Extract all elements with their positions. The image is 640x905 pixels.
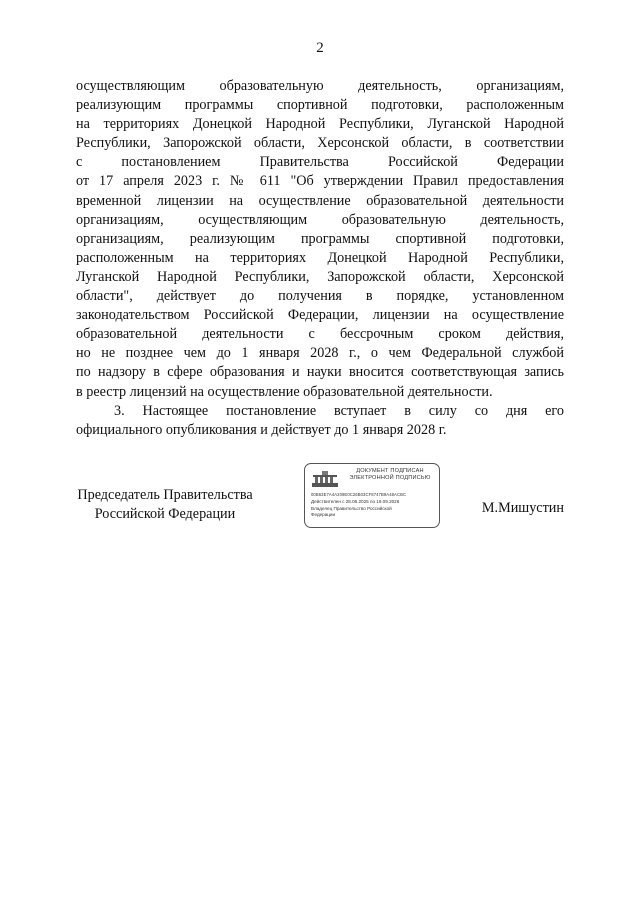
paragraph-3-line: официального опубликования и действует до 1 января 2028 г. bbox=[76, 421, 447, 438]
document-body bbox=[76, 77, 564, 440]
body-line: на территориях Донецкой Народной Республики, Луганской Народной bbox=[76, 116, 564, 133]
body-line: от 17 апреля 2023 г. № 611 "Об утверждении Правил предоставления bbox=[76, 173, 564, 190]
signer-title bbox=[70, 486, 260, 524]
certificate-number: 00B63E7A4A209E0C26B03CF8747B9A48ACBC bbox=[311, 492, 407, 497]
stamp-heading-line: ДОКУМЕНТ ПОДПИСАН bbox=[356, 468, 424, 474]
signer-title-line: Председатель Правительства bbox=[77, 487, 253, 503]
body-line: Луганской Народной Республики, Запорожской области, Херсонской bbox=[76, 268, 564, 285]
certificate-owner-line: Федерации bbox=[311, 512, 336, 517]
body-line: но не позднее чем до 1 января 2028 г., о чем Федеральной службой bbox=[76, 345, 564, 362]
body-line: реализующим программы спортивной подготовки, расположенным bbox=[76, 97, 564, 114]
signer-title-line: Российской Федерации bbox=[94, 506, 236, 522]
body-line: осуществляющим образовательную деятельность, организациям, bbox=[76, 78, 564, 94]
stamp-heading-line: ЭЛЕКТРОННОЙ ПОДПИСЬЮ bbox=[349, 475, 431, 481]
body-line: в реестр лицензий на осуществление образовательной деятельности. bbox=[76, 383, 493, 400]
stamp-heading bbox=[345, 468, 435, 482]
body-line: расположенным на территориях Донецкой Народной Республики, bbox=[76, 249, 564, 266]
signer-name: М.Мишустин bbox=[481, 500, 564, 516]
body-line: по надзору в сфере образования и науки вносится соответствующая запись bbox=[76, 364, 564, 381]
body-line: временной лицензии на осуществление образовательной деятельности bbox=[76, 192, 564, 209]
body-line: с постановлением Правительства Российской Федерации bbox=[76, 154, 564, 171]
body-line: организациям, реализующим программы спортивной подготовки, bbox=[76, 230, 564, 247]
certificate-validity: Действителен с 28.06.2025 по 19.09.2026 bbox=[311, 499, 400, 504]
government-emblem-icon bbox=[311, 470, 339, 488]
page-number: 2 bbox=[316, 40, 324, 56]
body-line: организациям, осуществляющим образовательную деятельность, bbox=[76, 211, 564, 228]
certificate-owner-line: Владелец Правительство Российской bbox=[311, 506, 392, 511]
body-line: области", действует до получения в порядке, установленном bbox=[76, 288, 564, 305]
electronic-signature-stamp bbox=[304, 463, 440, 528]
body-line: образовательной деятельности с бессрочным сроком действия, bbox=[76, 326, 564, 343]
paragraph-3-line: 3. Настоящее постановление вступает в силу со дня его bbox=[114, 402, 564, 419]
certificate-owner bbox=[311, 506, 433, 518]
body-line: законодательством Российской Федерации, лицензии на осуществление bbox=[76, 307, 564, 324]
body-line: Республики, Запорожской области, Херсонской области, в соответствии bbox=[76, 135, 564, 152]
